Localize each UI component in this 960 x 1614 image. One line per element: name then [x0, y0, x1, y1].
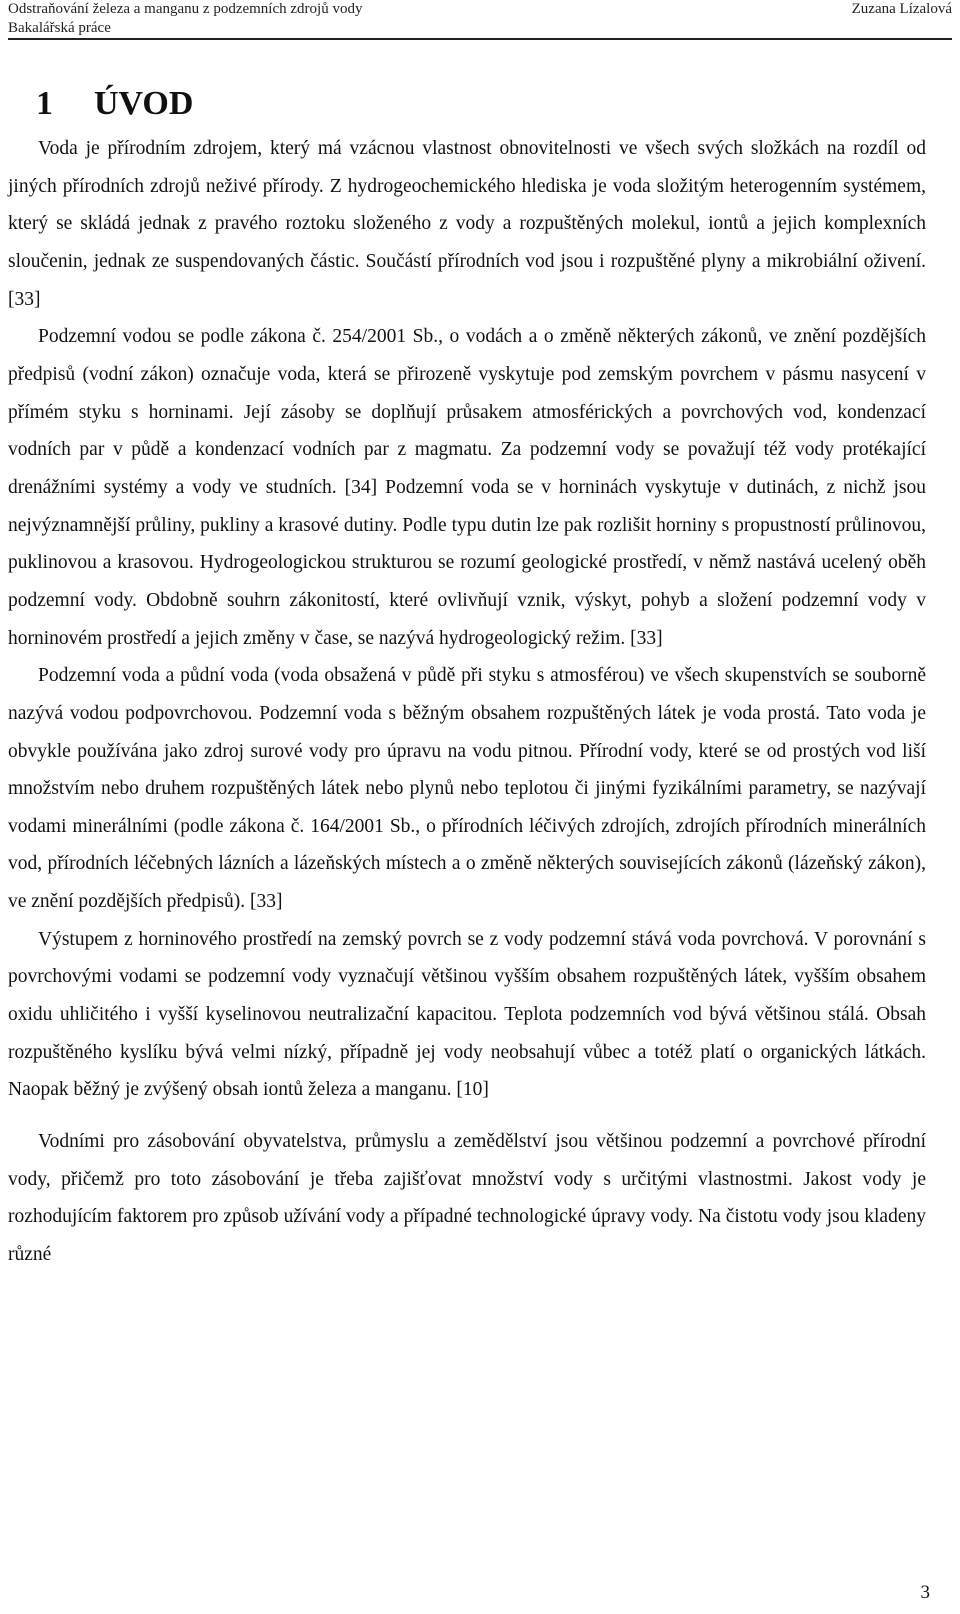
page-number: 3 [920, 1582, 930, 1603]
page-header [8, 0, 952, 40]
paragraph-5: Vodními pro zásobování obyvatelstva, průmyslu a zemědělství jsou většinou podzemní a povrchové přírodní vody, přičemž pro toto zásobování je třeba zajišťovat množství vody s určitými vlastnostmi. Jakost vody je rozhodujícím faktorem pro způsob užívání vody a případné technologické úpravy vody. Na čistotu vody jsou kladeny různé [8, 1131, 926, 1266]
header-title: Odstraňování železa a manganu z podzemních zdrojů vody [8, 1, 363, 17]
chapter-number: 1 [36, 85, 53, 122]
header-author: Zuzana Lízalová [851, 1, 952, 17]
chapter-heading [36, 82, 193, 126]
chapter-title: ÚVOD [94, 85, 194, 122]
document-body [8, 130, 926, 1274]
paragraph-4: Výstupem z horninového prostředí na zemský povrch se z vody podzemní stává voda povrchová. V porovnání s povrchovými vodami se podzemní vody vyznačují většinou vyšším obsahem rozpuštěných látek, vyšším obsahem oxidu uhličitého i vyšší kyselinovou neutralizační kapacitou. Teplota podzemních vod bývá většinou stálá. Obsah rozpuštěného kyslíku bývá velmi nízký, případně jej vody neobsahují vůbec a totéž platí o organických látkách. Naopak běžný je zvýšený obsah iontů železa a manganu. [10] [8, 928, 926, 1101]
paragraph-1: Voda je přírodním zdrojem, který má vzácnou vlastnost obnovitelnosti ve všech svých složkách na rozdíl od jiných přírodních zdrojů neživé přírody. Z hydrogeochemického hlediska je voda složitým heterogenním systémem, který se skládá jednak z pravého roztoku složeného z vody a rozpuštěných molekul, iontů a jejich komplexních sloučenin, jednak ze suspendovaných částic. Součástí přírodních vod jsou i rozpuštěné plyny a mikrobiální oživení. [33] [8, 138, 926, 310]
paragraph-3: Podzemní voda a půdní voda (voda obsažená v půdě při styku s atmosférou) ve všech skupenstvích se souborně nazývá vodou podpovrchovou. Podzemní voda s běžným obsahem rozpuštěných látek je voda prostá. Tato voda je obvykle používána jako zdroj surové vody pro úpravu na vodu pitnou. Přírodní vody, které se od prostých vod liší množstvím nebo druhem rozpuštěných látek nebo plynů nebo teplotou či jinými fyzikálními parametry, se nazývají vodami minerálními (podle zákona č. 164/2001 Sb., o přírodních léčivých zdrojích, zdrojích přírodních minerálních vod, přírodních léčebných lázních a lázeňských místech a o změně některých souvisejících zákonů (lázeňský zákon), ve znění pozdějších předpisů). [33] [8, 665, 926, 913]
header-subtitle: Bakalářská práce [8, 20, 111, 36]
paragraph-2: Podzemní vodou se podle zákona č. 254/2001 Sb., o vodách a o změně některých zákonů, ve znění pozdějších předpisů (vodní zákon) označuje voda, která se přirozeně vyskytuje pod zemským povrchem v pásmu nasycení v přímém styku s horninami. Její zásoby se doplňují průsakem atmosférických a povrchových vod, kondenzací vodních par v půdě a kondenzací vodních par z magmatu. Za podzemní vody se považují též vody protékající drenážními systémy a vody ve studních. [34] Podzemní voda se v horninách vyskytuje v dutinách, z nichž jsou nejvýznamnější průliny, pukliny a krasové dutiny. Podle typu dutin lze pak rozlišit horniny s propustností průlinovou, puklinovou a krasovou. Hydrogeologickou strukturou se rozumí geologické prostředí, v němž nastává ucelený oběh podzemní vody. Obdobně souhrn zákonitostí, které ovlivňují vznik, výskyt, pohyb a složení podzemní vody v horninovém prostředí a jejich změny v čase, se nazývá hydrogeologický režim. [33] [8, 326, 926, 649]
